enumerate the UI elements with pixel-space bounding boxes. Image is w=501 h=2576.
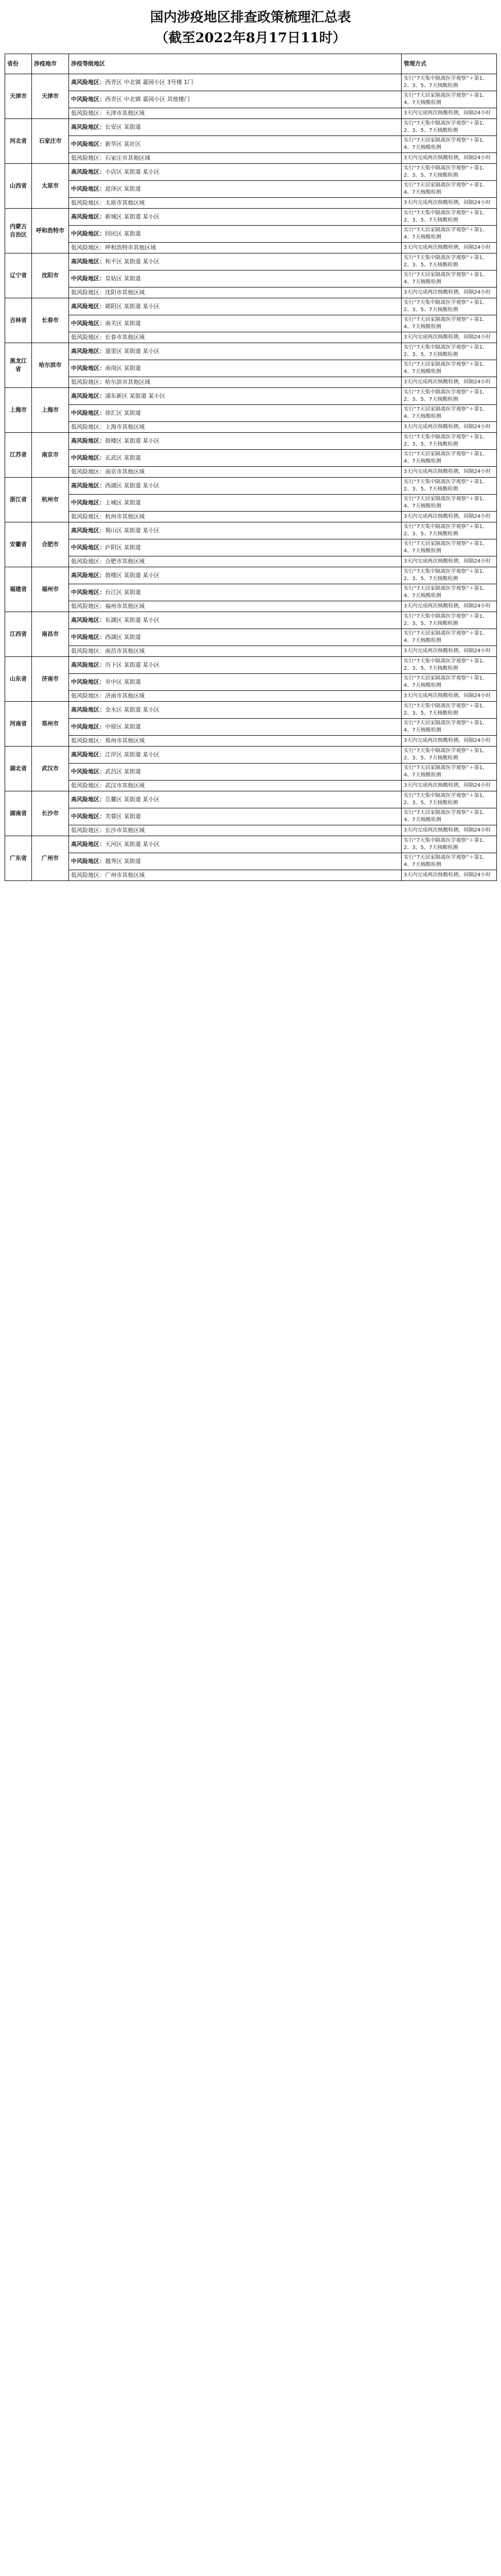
area-cell [69,567,402,584]
area-cell [69,287,402,298]
area-cell [69,270,402,287]
policy-cell: 实行“7天居家隔离医学观察”＋第1、4、7天核酸检测 [402,853,497,870]
table-row [5,119,497,136]
policy-cell: 实行“7天集中隔离医学观察”＋第1、2、3、5、7天核酸检测 [402,388,497,405]
risk-level-label: 高风险地区： [71,527,105,534]
policy-cell: 实行“7天居家隔离医学观察”＋第1、4、7天核酸检测 [402,719,497,736]
area-text: 低风险地区：哈尔滨市其他区域 [71,379,150,385]
area-text: 庐阳区 某街道 [105,544,141,551]
risk-level-label: 高风险地区： [71,706,105,713]
table-row [5,567,497,584]
area-cell [69,74,402,91]
area-cell [69,164,402,181]
policy-cell: 实行“7天居家隔离医学观察”＋第1、4、7天核酸检测 [402,629,497,646]
area-cell [69,388,402,405]
area-text: 朝阳区 某街道 某小区 [105,303,160,310]
table-body [5,74,497,881]
area-cell [69,467,402,478]
area-cell [69,674,402,691]
risk-level-label: 高风险地区： [71,124,105,130]
province-cell: 天津市 [5,74,32,119]
table-row [5,825,497,836]
province-cell: 湖南省 [5,791,32,836]
area-cell [69,853,402,870]
area-text: 低风险地区：郑州市其他区域 [71,737,145,744]
risk-level-label: 中风险地区： [71,723,105,730]
table-row [5,478,497,495]
area-text: 低风险地区：南京市其他区域 [71,468,145,475]
area-text: 回民区 某街道 [105,230,141,237]
area-cell [69,108,402,119]
area-text: 低风险地区：广州市其他区域 [71,872,145,878]
area-text: 天河区 某街道 某小区 [105,841,160,848]
risk-level-label: 中风险地区： [71,858,105,865]
policy-cell: 3天内完成两次核酸检测，间隔24小时 [402,825,497,836]
area-cell [69,422,402,433]
area-text: 小店区 某街道 某小区 [105,168,160,175]
area-text: 西青区 中北镇 嘉园小区 3号楼 1门 [105,79,193,86]
city-cell: 福州市 [32,567,69,612]
table-row [5,629,497,646]
area-text: 低风险地区：长春市其他区域 [71,334,145,341]
city-cell: 太原市 [32,164,69,209]
province-cell: 湖北省 [5,747,32,791]
province-cell: 河北省 [5,119,32,164]
area-text: 新城区 某街道 某小区 [105,213,160,220]
area-text: 低风险地区：太原市其他区域 [71,199,145,206]
table-row [5,539,497,556]
risk-level-label: 中风险地区： [71,544,105,551]
area-text: 徐汇区 某街道 [105,410,141,416]
area-text: 迎泽区 某街道 [105,185,141,192]
table-row [5,495,497,512]
policy-cell: 3天内完成两次核酸检测，间隔24小时 [402,243,497,253]
table-row [5,253,497,270]
policy-cell: 3天内完成两次核酸检测，间隔24小时 [402,781,497,791]
document-subtitle: （截至2022年8月17日11时） [155,30,346,46]
province-cell: 福建省 [5,567,32,612]
policy-cell: 实行“7天居家隔离医学观察”＋第1、4、7天核酸检测 [402,136,497,153]
table-row [5,764,497,781]
area-cell [69,405,402,422]
risk-level-label: 高风险地区： [71,841,105,848]
area-cell [69,791,402,808]
table-row [5,360,497,377]
policy-cell: 3天内完成两次核酸检测，间隔24小时 [402,377,497,388]
policy-cell: 实行“7天集中隔离医学观察”＋第1、2、3、5、7天核酸检测 [402,836,497,853]
policy-cell: 实行“7天集中隔离医学观察”＋第1、2、3、5、7天核酸检测 [402,298,497,315]
table-row [5,853,497,870]
risk-level-label: 高风险地区： [71,168,105,175]
area-text: 岳麓区 某街道 某小区 [105,796,160,803]
city-cell: 呼和浩特市 [32,209,69,253]
area-cell [69,478,402,495]
city-cell: 武汉市 [32,747,69,791]
area-cell [69,198,402,209]
area-cell [69,870,402,881]
policy-cell: 实行“7天集中隔离医学观察”＋第1、2、3、5、7天核酸检测 [402,567,497,584]
policy-cell: 实行“7天居家隔离医学观察”＋第1、4、7天核酸检测 [402,584,497,601]
area-text: 东湖区 某街道 某小区 [105,617,160,623]
city-cell: 石家庄市 [32,119,69,164]
city-cell: 济南市 [32,657,69,702]
city-cell: 南昌市 [32,612,69,657]
area-cell [69,253,402,270]
city-cell: 沈阳市 [32,253,69,298]
table-row [5,108,497,119]
area-text: 芙蓉区 某街道 [105,813,141,820]
table-row [5,315,497,332]
city-cell: 广州市 [32,836,69,881]
policy-cell: 实行“7天集中隔离医学观察”＋第1、2、3、5、7天核酸检测 [402,164,497,181]
table-row [5,198,497,209]
header-city: 涉疫地市 [32,54,69,74]
table-row [5,612,497,629]
policy-cell: 实行“7天居家隔离医学观察”＋第1、4、7天核酸检测 [402,764,497,781]
policy-cell: 实行“7天集中隔离医学观察”＋第1、2、3、5、7天核酸检测 [402,343,497,360]
area-cell [69,702,402,719]
risk-level-label: 中风险地区： [71,230,105,237]
header-policy: 管理方式 [402,54,497,74]
area-cell [69,360,402,377]
area-cell [69,209,402,226]
area-cell [69,332,402,343]
table-row [5,836,497,853]
area-text: 西湖区 某街道 [105,634,141,640]
area-cell [69,377,402,388]
risk-level-label: 中风险地区： [71,813,105,820]
area-text: 台江区 某街道 [105,589,141,596]
province-cell: 上海市 [5,388,32,433]
risk-level-label: 中风险地区： [71,499,105,506]
table-row [5,736,497,747]
risk-level-label: 高风险地区： [71,751,105,758]
policy-cell: 3天内完成两次核酸检测，间隔24小时 [402,512,497,522]
area-text: 新华区 某社区 [105,141,141,147]
area-text: 鼓楼区 某街道 某小区 [105,572,160,579]
title-block [5,4,496,54]
risk-level-label: 高风险地区： [71,213,105,220]
table-row [5,781,497,791]
risk-level-label: 中风险地区： [71,185,105,192]
table-row [5,747,497,764]
table-row [5,405,497,422]
policy-cell: 实行“7天集中隔离医学观察”＋第1、2、3、5、7天核酸检测 [402,478,497,495]
policy-cell: 3天内完成两次核酸检测，间隔24小时 [402,556,497,567]
table-row [5,657,497,674]
area-cell [69,343,402,360]
table-row [5,298,497,315]
table-row [5,422,497,433]
area-cell [69,736,402,747]
area-cell [69,601,402,612]
area-text: 南关区 某街道 [105,320,141,327]
risk-level-label: 中风险地区： [71,275,105,282]
area-cell [69,781,402,791]
table-row [5,74,497,91]
policy-cell: 实行“7天居家隔离医学观察”＋第1、4、7天核酸检测 [402,270,497,287]
risk-level-label: 中风险地区： [71,634,105,640]
area-cell [69,764,402,781]
area-text: 低风险地区：上海市其他区域 [71,423,145,430]
area-text: 武昌区 某街道 [105,768,141,775]
table-row [5,601,497,612]
policy-cell: 实行“7天居家隔离医学观察”＋第1、4、7天核酸检测 [402,405,497,422]
policy-cell: 实行“7天居家隔离医学观察”＋第1、4、7天核酸检测 [402,181,497,198]
table-row [5,808,497,825]
policy-cell: 实行“7天集中隔离医学观察”＋第1、2、3、5、7天核酸检测 [402,747,497,764]
area-cell [69,153,402,164]
province-cell: 江西省 [5,612,32,657]
risk-level-label: 中风险地区： [71,454,105,461]
policy-cell: 实行“7天集中隔离医学观察”＋第1、2、3、5、7天核酸检测 [402,209,497,226]
policy-cell: 实行“7天集中隔离医学观察”＋第1、2、3、5、7天核酸检测 [402,433,497,450]
area-cell [69,181,402,198]
province-cell: 黑龙江省 [5,343,32,388]
document-page [5,4,496,881]
policy-cell: 实行“7天集中隔离医学观察”＋第1、2、3、5、7天核酸检测 [402,74,497,91]
policy-cell: 3天内完成两次核酸检测，间隔24小时 [402,153,497,164]
area-text: 越秀区 某街道 [105,858,141,865]
risk-level-label: 高风险地区： [71,572,105,579]
table-row [5,136,497,153]
area-text: 蜀山区 某街道 某小区 [105,527,160,534]
table-row [5,450,497,467]
risk-level-label: 高风险地区： [71,796,105,803]
city-cell: 长沙市 [32,791,69,836]
area-text: 低风险地区：武汉市其他区域 [71,782,145,789]
area-text: 上城区 某街道 [105,499,141,506]
city-cell: 合肥市 [32,522,69,567]
policy-cell: 实行“7天集中隔离医学观察”＋第1、2、3、5、7天核酸检测 [402,119,497,136]
policy-cell: 实行“7天集中隔离医学观察”＋第1、2、3、5、7天核酸检测 [402,791,497,808]
risk-level-label: 高风险地区： [71,303,105,310]
area-cell [69,691,402,702]
area-cell [69,539,402,556]
risk-level-label: 高风险地区： [71,437,105,444]
policy-cell: 实行“7天集中隔离医学观察”＋第1、2、3、5、7天核酸检测 [402,657,497,674]
area-text: 浦东新区 某街道 某小区 [105,393,165,399]
risk-level-label: 高风险地区： [71,662,105,668]
area-text: 和平区 某街道 某小区 [105,258,160,265]
table-row [5,702,497,719]
risk-level-label: 中风险地区： [71,141,105,147]
area-text: 皇姑区 某街道 [105,275,141,282]
table-row [5,791,497,808]
policy-cell: 3天内完成两次核酸检测，间隔24小时 [402,287,497,298]
document-title: 国内涉疫地区排查政策梳理汇总表 [150,10,351,25]
area-cell [69,522,402,539]
table-row [5,181,497,198]
table-row [5,674,497,691]
risk-level-label: 中风险地区： [71,365,105,371]
risk-level-label: 高风险地区： [71,617,105,623]
area-cell [69,825,402,836]
risk-level-label: 中风险地区： [71,320,105,327]
policy-cell: 3天内完成两次核酸检测，间隔24小时 [402,108,497,119]
risk-level-label: 高风险地区： [71,79,105,86]
policy-cell: 3天内完成两次核酸检测，间隔24小时 [402,198,497,209]
city-cell: 上海市 [32,388,69,433]
risk-level-label: 高风险地区： [71,482,105,489]
table-row [5,691,497,702]
table-row [5,287,497,298]
area-cell [69,298,402,315]
area-cell [69,495,402,512]
risk-level-label: 中风险地区： [71,589,105,596]
city-cell: 哈尔滨市 [32,343,69,388]
header-province: 省份 [5,54,32,74]
policy-cell: 3天内完成两次核酸检测，间隔24小时 [402,691,497,702]
area-cell [69,512,402,522]
city-cell: 长春市 [32,298,69,343]
area-cell [69,136,402,153]
city-cell: 郑州市 [32,702,69,747]
province-cell: 内蒙古自治区 [5,209,32,253]
table-row [5,153,497,164]
area-cell [69,450,402,467]
table-row [5,226,497,243]
policy-cell: 3天内完成两次核酸检测，间隔24小时 [402,332,497,343]
area-text: 低风险地区：呼和浩特市其他区域 [71,244,156,251]
area-cell [69,612,402,629]
table-row [5,719,497,736]
province-cell: 吉林省 [5,298,32,343]
policy-cell: 3天内完成两次核酸检测，间隔24小时 [402,736,497,747]
area-cell [69,808,402,825]
table-row [5,433,497,450]
area-text: 鼓楼区 某街道 某小区 [105,437,160,444]
area-text: 低风险地区：杭州市其他区域 [71,513,145,520]
policy-cell: 3天内完成两次核酸检测，间隔24小时 [402,646,497,657]
area-text: 历下区 某街道 某小区 [105,662,160,668]
area-text: 道里区 某街道 某小区 [105,348,160,354]
table-header-row [5,54,497,74]
header-area: 涉疫等级地区 [69,54,402,74]
policy-cell: 实行“7天居家隔离医学观察”＋第1、4、7天核酸检测 [402,226,497,243]
province-cell: 江苏省 [5,433,32,478]
area-cell [69,119,402,136]
area-text: 江岸区 某街道 某小区 [105,751,160,758]
area-cell [69,556,402,567]
table-row [5,556,497,567]
policy-cell: 实行“7天居家隔离医学观察”＋第1、4、7天核酸检测 [402,360,497,377]
table-row [5,164,497,181]
area-cell [69,315,402,332]
city-cell: 天津市 [32,74,69,119]
table-row [5,209,497,226]
area-text: 长安区 某街道 [105,124,141,130]
policy-cell: 实行“7天居家隔离医学观察”＋第1、4、7天核酸检测 [402,539,497,556]
area-text: 西青区 中北镇 嘉园小区 其他楼门 [105,96,190,103]
table-row [5,646,497,657]
table-row [5,243,497,253]
city-cell: 南京市 [32,433,69,478]
risk-level-label: 高风险地区： [71,258,105,265]
table-row [5,467,497,478]
policy-cell: 实行“7天居家隔离医学观察”＋第1、4、7天核酸检测 [402,450,497,467]
area-text: 玄武区 某街道 [105,454,141,461]
policy-cell: 实行“7天集中隔离医学观察”＋第1、2、3、5、7天核酸检测 [402,253,497,270]
table-row [5,377,497,388]
province-cell: 广东省 [5,836,32,881]
province-cell: 山东省 [5,657,32,702]
area-cell [69,584,402,601]
area-text: 南岗区 某街道 [105,365,141,371]
area-text: 低风险地区：石家庄市其他区域 [71,155,150,161]
policy-table [5,54,497,881]
policy-cell: 实行“7天居家隔离医学观察”＋第1、4、7天核酸检测 [402,495,497,512]
risk-level-label: 高风险地区： [71,393,105,399]
risk-level-label: 中风险地区： [71,679,105,685]
area-text: 低风险地区：合肥市其他区域 [71,558,145,565]
risk-level-label: 中风险地区： [71,96,105,103]
province-cell: 山西省 [5,164,32,209]
policy-cell: 实行“7天居家隔离医学观察”＋第1、4、7天核酸检测 [402,91,497,108]
risk-level-label: 中风险地区： [71,410,105,416]
area-text: 低风险地区：南昌市其他区域 [71,648,145,654]
policy-cell: 实行“7天居家隔离医学观察”＋第1、4、7天核酸检测 [402,315,497,332]
table-row [5,522,497,539]
area-cell [69,719,402,736]
area-cell [69,747,402,764]
table-row [5,270,497,287]
area-cell [69,657,402,674]
policy-cell: 实行“7天集中隔离医学观察”＋第1、2、3、5、7天核酸检测 [402,702,497,719]
area-cell [69,433,402,450]
policy-cell: 3天内完成两次核酸检测，间隔24小时 [402,601,497,612]
province-cell: 浙江省 [5,478,32,522]
table-row [5,512,497,522]
area-text: 市中区 某街道 [105,679,141,685]
risk-level-label: 高风险地区： [71,348,105,354]
province-cell: 安徽省 [5,522,32,567]
table-row [5,584,497,601]
policy-cell: 实行“7天集中隔离医学观察”＋第1、2、3、5、7天核酸检测 [402,522,497,539]
area-text: 低风险地区：沈阳市其他区域 [71,289,145,296]
area-text: 西湖区 某街道 某小区 [105,482,160,489]
policy-cell: 实行“7天集中隔离医学观察”＋第1、2、3、5、7天核酸检测 [402,612,497,629]
table-row [5,332,497,343]
policy-cell: 3天内完成两次核酸检测，间隔24小时 [402,422,497,433]
area-cell [69,91,402,108]
area-text: 低风险地区：济南市其他区域 [71,692,145,699]
area-text: 金水区 某街道 某小区 [105,706,160,713]
table-row [5,870,497,881]
city-cell: 杭州市 [32,478,69,522]
area-text: 中原区 某街道 [105,723,141,730]
area-text: 低风险地区：长沙市其他区域 [71,827,145,834]
policy-cell: 3天内完成两次核酸检测，间隔24小时 [402,870,497,881]
area-cell [69,226,402,243]
province-cell: 辽宁省 [5,253,32,298]
area-cell [69,629,402,646]
province-cell: 河南省 [5,702,32,747]
area-text: 低风险地区：天津市其他区域 [71,110,145,116]
table-row [5,91,497,108]
area-cell [69,243,402,253]
area-text: 低风险地区：福州市其他区域 [71,603,145,609]
policy-cell: 实行“7天居家隔离医学观察”＋第1、4、7天核酸检测 [402,808,497,825]
policy-cell: 3天内完成两次核酸检测，间隔24小时 [402,467,497,478]
area-cell [69,646,402,657]
policy-cell: 实行“7天居家隔离医学观察”＋第1、4、7天核酸检测 [402,674,497,691]
table-row [5,343,497,360]
area-cell [69,836,402,853]
table-row [5,388,497,405]
risk-level-label: 中风险地区： [71,768,105,775]
